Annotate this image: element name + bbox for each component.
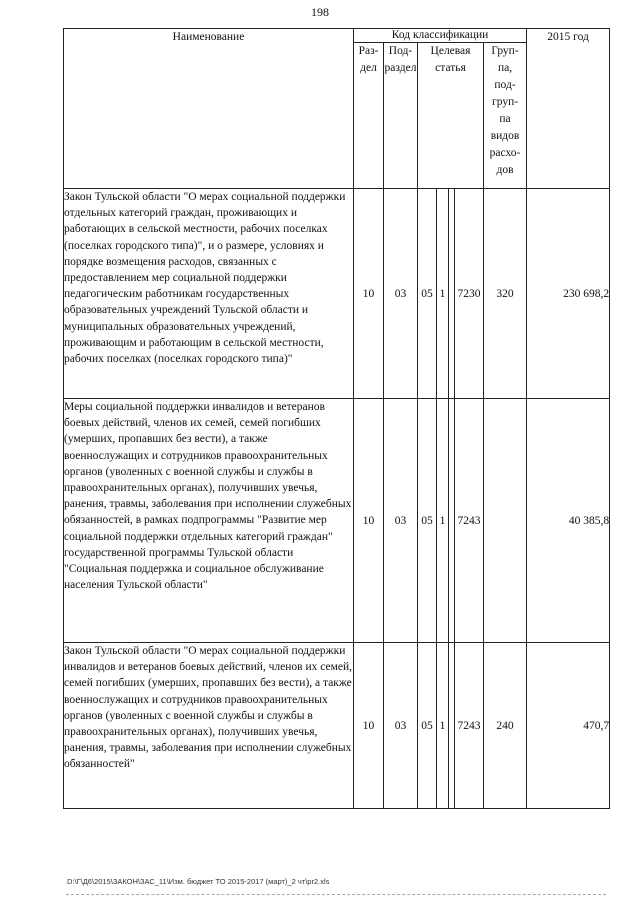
header-section: Раз- дел	[354, 43, 384, 189]
table-row	[64, 399, 610, 643]
row-subsection: 03	[384, 399, 418, 643]
row-target-article-part: 7230	[455, 189, 484, 399]
header-target-article: Целевая статья	[418, 43, 484, 189]
row-target-article-part: 1	[437, 399, 449, 643]
table-row	[64, 189, 610, 399]
page-number: 198	[311, 5, 329, 19]
row-section: 10	[354, 399, 384, 643]
row-section: 10	[354, 643, 384, 809]
row-target-article-part: 1	[437, 643, 449, 809]
row-target-article-part: 05	[418, 189, 437, 399]
row-expense-group	[484, 399, 527, 643]
header-expense-group: Груп- па, под- груп- па видов расхо- дов	[484, 43, 527, 189]
row-target-article-part: 1	[437, 189, 449, 399]
row-expense-group: 320	[484, 189, 527, 399]
row-section: 10	[354, 189, 384, 399]
row-expense-group: 240	[484, 643, 527, 809]
row-name: Закон Тульской области "О мерах социальной поддержки отдельных категорий граждан, проживающих и работающих в сельской местности, рабочих поселках (поселках городского типа)", и о размере, условиях и порядке возмещения расходов, связанных с предоставлением мер социальной поддержки педагогическим работникам государственных образовательных учреждений Тульской области и муниципальных образовательных учреждений, проживающим и работающим в сельской местности, рабочих поселках (поселках городского типа)"	[64, 189, 354, 399]
header-classification-code: Код классификации	[354, 29, 527, 43]
file-path-footer: D:\Г\Д6\2015\ЗАКОН\ЗАС_11\Изм. бюджет ТО 2015-2017 (март)_2 чт\pr2.xls	[67, 877, 330, 886]
row-name: Закон Тульской области "О мерах социальной поддержки инвалидов и ветеранов боевых действий, членов их семей, семей погибших (умерших, пропавших без вести), а также военнослужащих и сотрудников правоохранительных органов (уволенных с военной службы и службы в правоохранительных органах), получивших увечья, ранения, травмы, заболевания при исполнении служебных обязанностей"	[64, 643, 354, 809]
header-subsection: Под- раздел	[384, 43, 418, 189]
row-name: Меры социальной поддержки инвалидов и ветеранов боевых действий, членов их семей, семей погибших (умерших, пропавших без вести), а также военнослужащих и сотрудников правоохранительных органов (уволенных с военной службы и службы в правоохранительных органах), получивших увечья, ранения, травмы, заболевания при исполнении служебных обязанностей, в рамках подпрограммы "Развитие мер социальной поддержки отдельных категорий граждан" государственной программы Тульской области "Социальная поддержка и социальное обслуживание населения Тульской области"	[64, 399, 354, 643]
row-amount: 230 698,2	[527, 189, 610, 399]
footer-divider	[66, 894, 606, 895]
row-subsection: 03	[384, 643, 418, 809]
row-amount: 40 385,8	[527, 399, 610, 643]
header-year: 2015 год	[527, 29, 610, 189]
row-target-article-part: 05	[418, 643, 437, 809]
row-subsection: 03	[384, 189, 418, 399]
budget-table	[63, 28, 610, 809]
row-amount: 470,7	[527, 643, 610, 809]
row-target-article-part: 7243	[455, 399, 484, 643]
row-target-article-part: 7243	[455, 643, 484, 809]
table-row	[64, 643, 610, 809]
header-name: Наименование	[64, 29, 354, 189]
row-target-article-part: 05	[418, 399, 437, 643]
